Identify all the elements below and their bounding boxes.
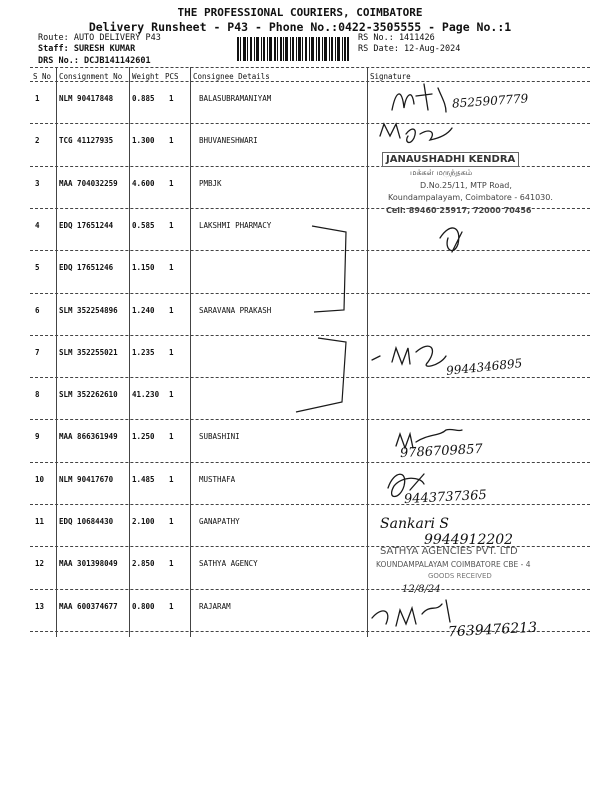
row-sno: 13 (35, 601, 45, 611)
col-header-sno: S No (33, 72, 52, 81)
row-consignee: BHUVANESHWARI (199, 136, 258, 146)
rs-number: RS No.: 1411426 (358, 33, 435, 43)
col-header-consignment: Consignment No (59, 72, 123, 81)
stamp-address-1: D.No.25/11, MTP Road, (420, 181, 512, 190)
row-consignment-no: SLM 352254896 (59, 305, 118, 315)
row-sno: 5 (35, 263, 40, 273)
row-pcs: 1 (169, 559, 174, 569)
row-consignment-no: MAA 866361949 (59, 432, 118, 442)
row-sno: 2 (35, 136, 40, 146)
handwritten-phone-1: 8525907779 (451, 91, 529, 111)
row-pcs: 1 (169, 601, 174, 611)
stamp-name: SATHYA AGENCIES PVT. LTD (380, 546, 518, 557)
row-consignment-no: SLM 352255021 (59, 347, 118, 357)
signature-2 (380, 124, 452, 142)
row-sno: 6 (35, 305, 40, 315)
row-consignment-no: NLM 90417670 (59, 474, 114, 484)
table-top-border (30, 67, 590, 68)
row-pcs: 1 (169, 432, 174, 442)
row-divider (30, 504, 590, 505)
row-consignment-no: MAA 600374677 (59, 601, 118, 611)
row-consignee: GANAPATHY (199, 517, 240, 526)
stamp-date: 12/8/24 (402, 584, 441, 595)
table-header-border (30, 81, 590, 82)
col-header-weight: Weight (132, 72, 160, 81)
row-weight: 1.150 (132, 263, 155, 273)
route-label: Route: AUTO DELIVERY P43 (38, 33, 161, 43)
row-sno: 10 (35, 474, 45, 484)
row-consignment-no: MAA 301398049 (59, 559, 118, 569)
column-divider (56, 67, 57, 637)
handwritten-name-11: Sankari S (380, 516, 449, 532)
handwritten-phone-7: 9944346895 (445, 356, 523, 378)
row-divider (30, 419, 590, 420)
row-pcs: 1 (169, 347, 174, 357)
row-pcs: 1 (169, 474, 174, 484)
row-sno: 12 (35, 559, 45, 569)
sathya-stamp (376, 546, 576, 606)
row-pcs: 1 (169, 390, 174, 400)
row-weight: 4.600 (132, 178, 155, 188)
row-pcs: 1 (169, 94, 174, 103)
handwritten-phone-10: 9443737365 (403, 487, 488, 508)
stamp-name: JANAUSHADHI KENDRA (382, 152, 519, 167)
row-pcs: 1 (169, 178, 174, 188)
column-divider (367, 67, 368, 637)
col-header-signature: Signature (370, 72, 411, 81)
stamp-tamil: மக்கள் மருந்தகம் (410, 168, 473, 177)
runsheet-title: THE PROFESSIONAL COURIERS, COIMBATORE (177, 6, 423, 19)
row-consignee: SATHYA AGENCY (199, 559, 258, 569)
row-divider (30, 377, 590, 378)
row-consignee: PMBJK (199, 178, 222, 188)
row-consignment-no: EDQ 17651244 (59, 220, 114, 230)
row-divider (30, 123, 590, 124)
row-weight: 1.240 (132, 305, 155, 315)
col-header-consignee: Consignee Details (193, 72, 270, 81)
row-sno: 8 (35, 390, 40, 400)
row-weight: 1.250 (132, 432, 155, 442)
row-consignee: RAJARAM (199, 601, 231, 611)
row-consignee: MUSTHAFA (199, 474, 236, 484)
row-sno: 4 (35, 220, 40, 230)
row-consignment-no: NLM 90417848 (59, 94, 114, 103)
row-weight: 2.100 (132, 517, 155, 526)
row-weight: 1.235 (132, 347, 155, 357)
row-divider (30, 335, 590, 336)
row-weight: 0.585 (132, 220, 155, 230)
row-sno: 7 (35, 347, 40, 357)
row-pcs: 1 (169, 517, 174, 526)
row-sno: 1 (35, 94, 40, 103)
row-consignee: BALASUBRAMANIYAM (199, 94, 272, 103)
rs-date: RS Date: 12-Aug-2024 (358, 44, 461, 54)
handwritten-phone-11: 9944912202 (424, 532, 514, 548)
row-pcs: 1 (169, 305, 174, 315)
row-sno: 11 (35, 517, 45, 526)
row-weight: 2.850 (132, 559, 155, 569)
row-consignee: SARAVANA PRAKASH (199, 305, 272, 315)
row-consignment-no: SLM 352262610 (59, 390, 118, 400)
janaushadhi-stamp (374, 150, 553, 234)
row-pcs: 1 (169, 263, 174, 273)
row-consignee: SUBASHINI (199, 432, 240, 442)
row-pcs: 1 (169, 136, 174, 146)
signature-7 (372, 346, 446, 366)
row-consignee: LAKSHMI PHARMACY (199, 220, 272, 230)
row-weight: 41.230 (132, 390, 160, 400)
row-consignment-no: EDQ 17651246 (59, 263, 114, 273)
row-consignment-no: EDQ 10684430 (59, 517, 114, 526)
stamp-cell: Cell: 89460 25917, 72000 70456 (386, 206, 532, 215)
signature-1 (392, 84, 446, 112)
stamp-address-2: Koundampalayam, Coimbatore - 641030. (388, 193, 553, 202)
row-consignment-no: MAA 704032259 (59, 178, 118, 188)
row-weight: 1.300 (132, 136, 155, 146)
row-sno: 3 (35, 178, 40, 188)
handwritten-phone-13: 7639476213 (447, 619, 538, 641)
row-divider (30, 250, 590, 251)
row-sno: 9 (35, 432, 40, 442)
barcode (237, 37, 349, 61)
row-consignment-no: TCG 41127935 (59, 136, 114, 146)
row-divider (30, 462, 590, 463)
runsheet-subtitle: Delivery Runsheet - P43 - Phone No.:0422-3505555 - Page No.:1 (88, 20, 512, 34)
row-divider (30, 293, 590, 294)
drs-number: DRS No.: DCJB141142601 (38, 56, 151, 66)
column-divider (129, 67, 130, 637)
row-weight: 1.485 (132, 474, 155, 484)
row-pcs: 1 (169, 220, 174, 230)
stamp-address: KOUNDAMPALAYAM COIMBATORE CBE - 4 (376, 560, 531, 569)
col-header-pcs: PCS (165, 72, 179, 81)
row-weight: 0.800 (132, 601, 155, 611)
stamp-note: GOODS RECEIVED (428, 572, 492, 580)
staff-label: Staff: SURESH KUMAR (38, 44, 136, 54)
column-divider (190, 67, 191, 637)
handwritten-phone-9: 9786709857 (399, 441, 484, 462)
row-weight: 0.885 (132, 94, 155, 103)
